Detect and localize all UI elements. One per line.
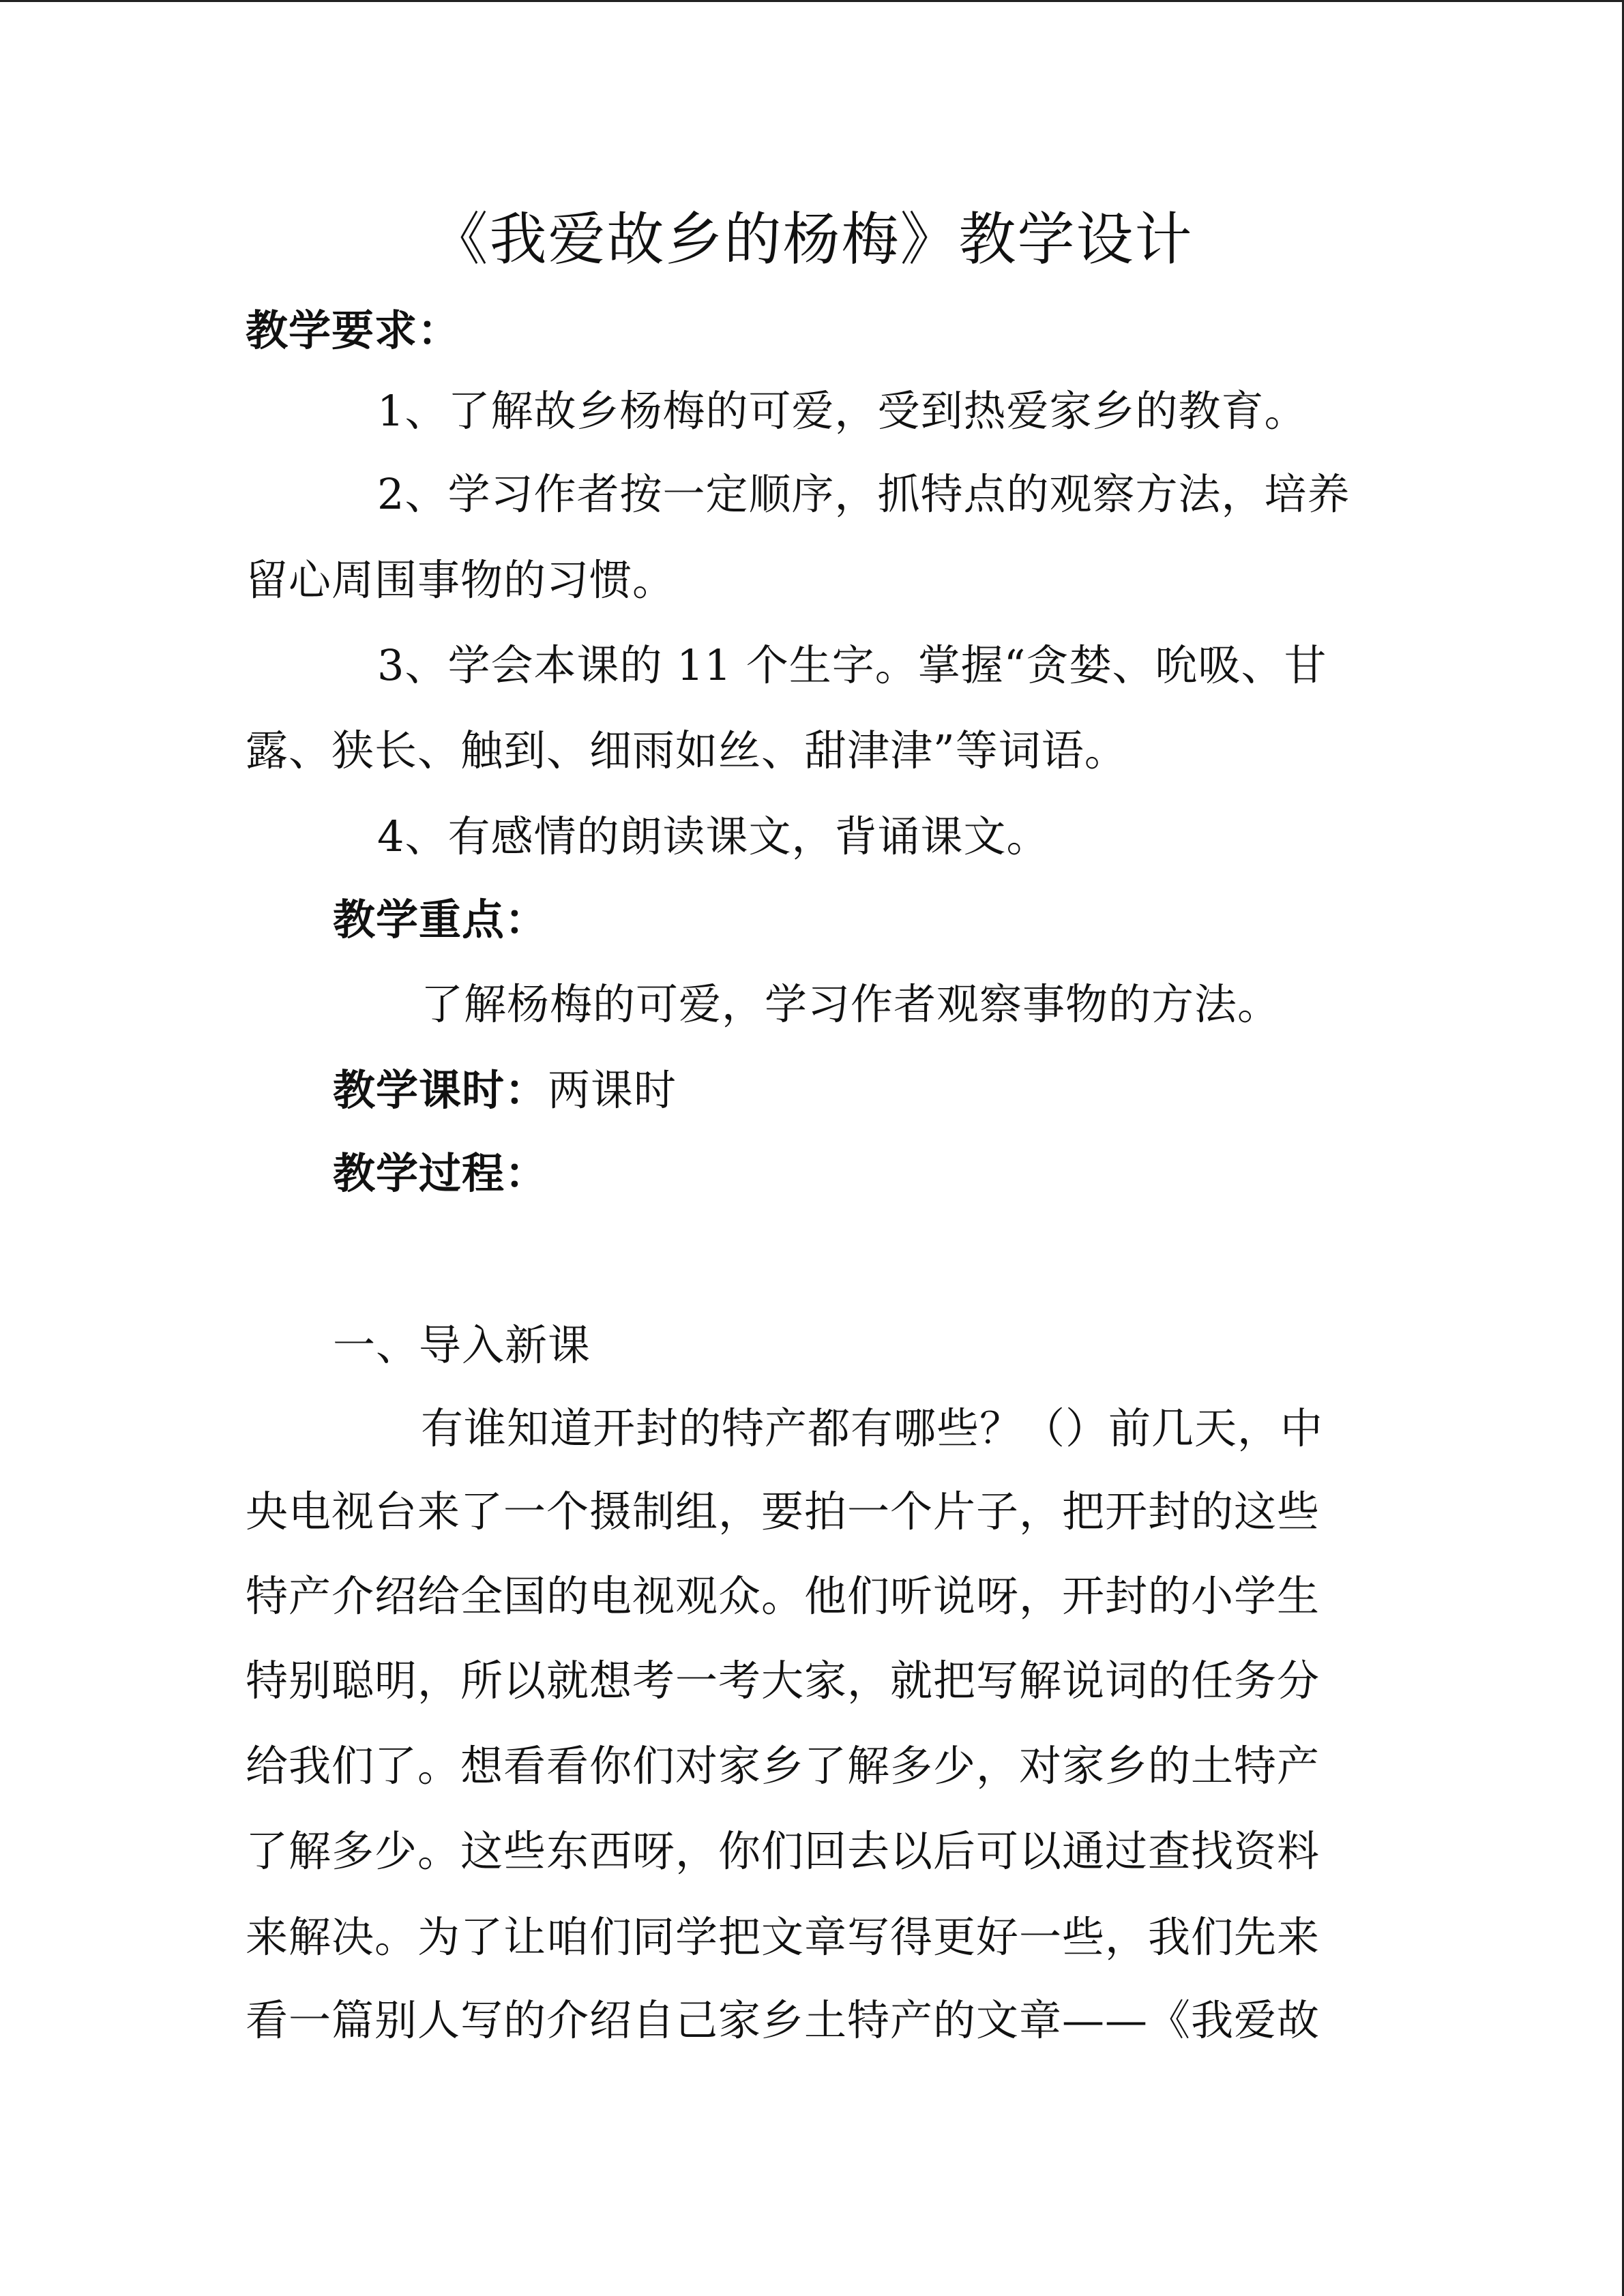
section-1-heading: 一、导入新课 [333,1320,591,1370]
section-1-line-3: 特产介绍给全国的电视观众。他们听说呀，开封的小学生 [246,1571,1320,1621]
section-1-line-8: 看一篇别人写的介绍自己家乡土特产的文章——《我爱故 [246,1995,1320,2045]
requirement-2-continued: 留心周围事物的习惯。 [246,555,676,605]
key-point-heading: 教学重点： [333,895,548,944]
requirement-3: 3、学会本课的 11 个生字。掌握“贪婪、吮吸、甘 [377,640,1327,690]
process-heading: 教学过程： [333,1148,548,1198]
section-1-line-7: 来解决。为了让咱们同学把文章写得更好一些，我们先来 [246,1912,1320,1962]
section-1-line-4: 特别聪明，所以就想考一考大家，就把写解说词的任务分 [246,1656,1320,1705]
section-1-line-6: 了解多少。这些东西呀，你们回去以后可以通过查找资料 [246,1826,1320,1876]
teaching-hours-value: 两课时 [548,1065,677,1115]
teaching-hours-heading: 教学课时： [333,1065,548,1115]
requirements-heading: 教学要求： [246,305,461,355]
section-1-line-1: 有谁知道开封的特产都有哪些？（）前几天，中 [421,1403,1324,1453]
requirement-4: 4、有感情的朗读课文，背诵课文。 [377,811,1050,861]
section-1-line-2: 央电视台来了一个摄制组，要拍一个片子，把开封的这些 [246,1487,1320,1536]
requirement-2: 2、学习作者按一定顺序，抓特点的观察方法，培养 [377,469,1350,519]
document-title: 《我爱故乡的杨梅》教学设计 [430,206,1194,273]
key-point-text: 了解杨梅的可爱，学习作者观察事物的方法。 [421,979,1281,1029]
page-border-top [0,0,1624,2]
requirement-3-continued: 露、狭长、触到、细雨如丝、甜津津”等词语。 [246,726,1127,775]
section-1-line-5: 给我们了。想看看你们对家乡了解多少，对家乡的土特产 [246,1741,1320,1791]
teaching-hours [333,1060,677,1121]
requirement-1: 1、了解故乡杨梅的可爱，受到热爱家乡的教育。 [377,386,1308,436]
